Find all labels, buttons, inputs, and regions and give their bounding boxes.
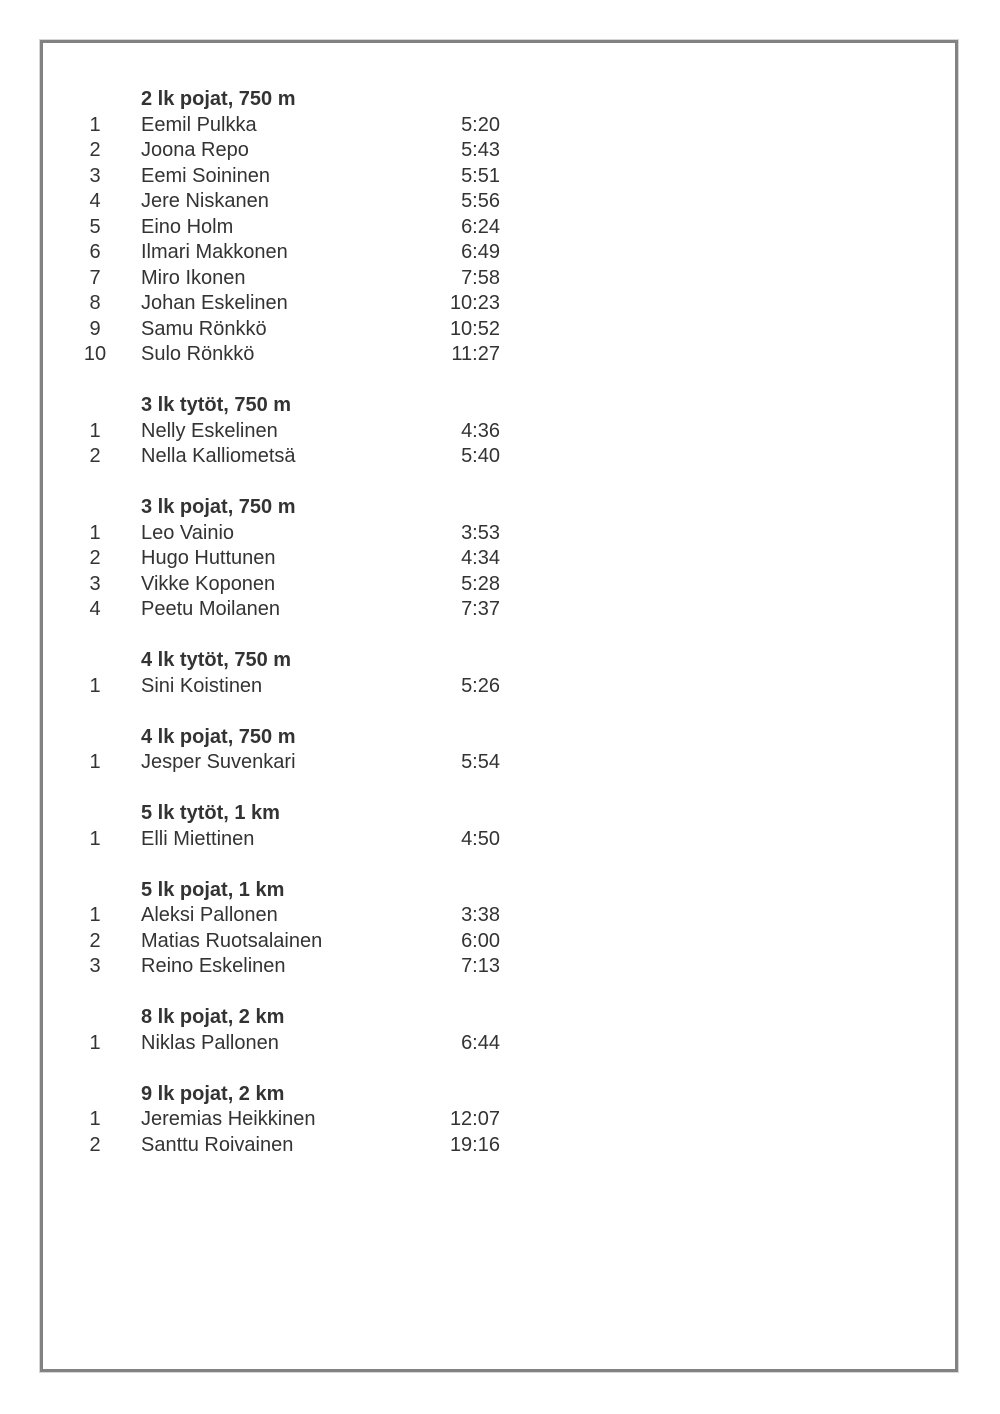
rank: 4: [89, 598, 101, 620]
rank: 1: [89, 113, 101, 136]
section-title: 5 lk pojat, 1 km: [141, 878, 285, 901]
section-rows: [43, 827, 955, 853]
rank: 1: [89, 751, 101, 773]
finish-time: 6:49: [461, 241, 500, 263]
finish-time: 7:37: [461, 598, 500, 620]
finish-time: 4:50: [461, 827, 500, 850]
runner-name: Matias Ruotsalainen: [141, 929, 323, 952]
runner-name: Joona Repo: [141, 139, 249, 161]
result-row: [43, 674, 955, 700]
result-row: [43, 1107, 955, 1133]
rank: 2: [89, 1133, 101, 1156]
runner-name: Nella Kalliometsä: [141, 445, 296, 467]
result-row: [43, 342, 955, 368]
result-row: [43, 1031, 955, 1057]
results-list: [43, 43, 955, 1158]
runner-name: Sini Koistinen: [141, 674, 263, 697]
finish-time: 4:34: [461, 547, 500, 569]
finish-time: 7:13: [461, 955, 500, 977]
section-title: 3 lk tytöt, 750 m: [141, 394, 292, 416]
result-row: [43, 572, 955, 598]
runner-name: Hugo Huttunen: [141, 547, 276, 569]
section-rows: [43, 1107, 955, 1158]
finish-time: 10:23: [449, 292, 500, 314]
result-section: [43, 878, 955, 980]
finish-time: 3:38: [461, 904, 500, 926]
runner-name: Eino Holm: [141, 215, 234, 238]
finish-time: 10:52: [449, 317, 500, 340]
runner-name: Jeremias Heikkinen: [141, 1108, 316, 1130]
result-row: [43, 521, 955, 547]
rank: 2: [89, 139, 101, 161]
rank: 3: [89, 164, 101, 187]
section-rows: [43, 750, 955, 776]
section-title: 4 lk pojat, 750 m: [141, 725, 296, 748]
result-section: [43, 725, 955, 776]
rank: 1: [89, 827, 101, 850]
runner-name: Vikke Koponen: [141, 572, 276, 595]
runner-name: Leo Vainio: [141, 521, 235, 544]
rank: 10: [83, 343, 107, 365]
rank: 3: [89, 572, 101, 595]
finish-time: 6:24: [461, 215, 500, 238]
result-row: [43, 138, 955, 164]
finish-time: 5:40: [461, 445, 500, 467]
result-row: [43, 1133, 955, 1159]
runner-name: Santtu Roivainen: [141, 1133, 294, 1156]
result-row: [43, 929, 955, 955]
result-row: [43, 903, 955, 929]
rank: 6: [89, 241, 101, 263]
result-section: [43, 1005, 955, 1056]
rank: 2: [89, 929, 101, 952]
runner-name: Elli Miettinen: [141, 827, 255, 850]
finish-time: 5:51: [461, 164, 500, 187]
rank: 1: [89, 1031, 101, 1054]
section-rows: [43, 113, 955, 368]
rank: 2: [89, 547, 101, 569]
document-page: [40, 40, 958, 1372]
rank: 1: [89, 1108, 101, 1130]
result-row: [43, 215, 955, 241]
finish-time: 19:16: [449, 1133, 500, 1156]
section-rows: [43, 674, 955, 700]
result-row: [43, 164, 955, 190]
section-rows: [43, 419, 955, 470]
finish-time: 5:20: [461, 113, 500, 136]
runner-name: Nelly Eskelinen: [141, 419, 278, 442]
rank: 9: [89, 317, 101, 340]
finish-time: 7:58: [461, 266, 500, 289]
result-row: [43, 317, 955, 343]
finish-time: 3:53: [461, 521, 500, 544]
runner-name: Johan Eskelinen: [141, 292, 288, 314]
rank: 1: [89, 419, 101, 442]
result-row: [43, 750, 955, 776]
rank: 4: [89, 190, 101, 212]
result-row: [43, 444, 955, 470]
runner-name: Samu Rönkkö: [141, 317, 267, 340]
rank: 2: [89, 445, 101, 467]
result-row: [43, 240, 955, 266]
result-row: [43, 189, 955, 215]
section-rows: [43, 521, 955, 623]
result-section: [43, 648, 955, 699]
rank: 8: [89, 292, 101, 314]
finish-time: 5:43: [461, 139, 500, 161]
result-section: [43, 87, 955, 368]
finish-time: 5:54: [461, 751, 500, 773]
runner-name: Reino Eskelinen: [141, 955, 286, 977]
runner-name: Jesper Suvenkari: [141, 751, 296, 773]
finish-time: 12:07: [449, 1108, 500, 1130]
runner-name: Aleksi Pallonen: [141, 904, 278, 926]
result-row: [43, 419, 955, 445]
section-rows: [43, 1031, 955, 1057]
runner-name: Miro Ikonen: [141, 266, 246, 289]
rank: 5: [89, 215, 101, 238]
result-row: [43, 546, 955, 572]
finish-time: 11:27: [451, 343, 500, 365]
finish-time: 4:36: [461, 419, 500, 442]
finish-time: 5:28: [461, 572, 500, 595]
section-title: 2 lk pojat, 750 m: [141, 88, 296, 110]
runner-name: Eemil Pulkka: [141, 113, 257, 136]
result-row: [43, 113, 955, 139]
result-row: [43, 597, 955, 623]
rank: 1: [89, 674, 101, 697]
section-rows: [43, 903, 955, 980]
rank: 3: [89, 955, 101, 977]
runner-name: Sulo Rönkkö: [141, 343, 255, 365]
section-title: 5 lk tytöt, 1 km: [141, 802, 280, 824]
finish-time: 5:26: [461, 674, 500, 697]
section-title: 4 lk tytöt, 750 m: [141, 649, 292, 671]
rank: 1: [89, 521, 101, 544]
section-title: 8 lk pojat, 2 km: [141, 1006, 285, 1028]
rank: 1: [89, 904, 101, 926]
result-section: [43, 393, 955, 470]
rank: 7: [89, 266, 101, 289]
section-title: 3 lk pojat, 750 m: [141, 496, 296, 518]
finish-time: 6:44: [461, 1031, 500, 1054]
result-section: [43, 495, 955, 623]
result-row: [43, 827, 955, 853]
result-row: [43, 266, 955, 292]
runner-name: Ilmari Makkonen: [141, 241, 288, 263]
section-title: 9 lk pojat, 2 km: [141, 1082, 285, 1105]
finish-time: 6:00: [461, 929, 500, 952]
result-section: [43, 1082, 955, 1159]
runner-name: Niklas Pallonen: [141, 1031, 279, 1054]
runner-name: Jere Niskanen: [141, 190, 269, 212]
result-row: [43, 954, 955, 980]
runner-name: Peetu Moilanen: [141, 598, 280, 620]
runner-name: Eemi Soininen: [141, 164, 270, 187]
result-section: [43, 801, 955, 852]
result-row: [43, 291, 955, 317]
finish-time: 5:56: [461, 190, 500, 212]
